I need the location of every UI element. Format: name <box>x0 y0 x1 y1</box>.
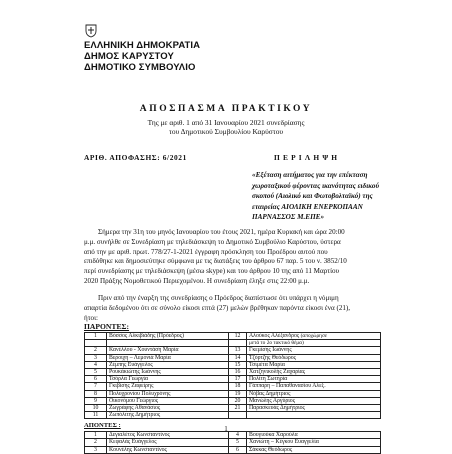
member-number-text: 9 <box>94 397 97 404</box>
member-name-text: Μανώλης Αργύριος <box>249 397 296 404</box>
member-name-text: Γάππαρη – Παπαθανασίου Αλεξ. <box>249 383 326 390</box>
member-name <box>107 397 229 404</box>
member-name <box>247 354 381 361</box>
member-number-text: 16 <box>234 369 241 376</box>
quorum-line: ήτοι: <box>84 313 98 322</box>
member-number-text: 2 <box>94 347 97 354</box>
member-name-text: Γκιβίσης Ζαφείρης <box>109 383 154 390</box>
table-row <box>85 340 381 347</box>
intro-line: περί συνεδρίασης με τηλεδιάσκεψη (μέσω skype) και του άρθρου 10 της από 11 Μαρτίου <box>84 267 340 276</box>
table-row <box>85 376 381 383</box>
summary-label: ΠΕΡΙΛΗΨΗ <box>274 153 341 162</box>
member-name <box>247 347 381 354</box>
intro-line: επιδόθηκε και δημοσιεύτηκε σύμφωνα με τις διατάξεις του άρθρου 67 παρ. 5 του ν. 3852/10 <box>84 257 347 266</box>
member-name <box>247 397 381 404</box>
member-name <box>107 369 229 376</box>
header-municipality: ΔΗΜΟΣ ΚΑΡΥΣΤΟΥ <box>84 51 174 62</box>
member-name <box>107 390 229 397</box>
member-number-text: 4 <box>94 361 97 368</box>
member-number: 6 <box>229 446 247 453</box>
table-row <box>85 361 381 368</box>
member-number <box>229 412 247 419</box>
member-number: 1 <box>85 432 107 439</box>
member-name-text: Τσιμέτα Μαρία <box>249 361 285 368</box>
member-name-text: Βεροιχη – Λεμονιά Μαρία <box>109 354 171 361</box>
decision-number: ΑΡΙΘ. ΑΠΟΦΑΣΗΣ: 6/2021 <box>84 153 187 162</box>
member-number-text: 11 <box>92 412 99 419</box>
member-number <box>229 340 247 347</box>
subtitle-council: του Δημοτικού Συμβουλίου Καρύστου <box>168 127 284 136</box>
member-name-text: Κανέλλου - Χουντάση Μαρία <box>109 347 179 354</box>
intro-line: από την με αριθ. πρωτ. 778/27-1-2021 έγγραφη πρόσκληση του Προέδρου αυτού που <box>84 247 328 256</box>
decision-subject <box>252 170 380 223</box>
member-name <box>247 412 381 419</box>
present-members-table <box>84 332 381 419</box>
subtitle-session: Της με αριθ. 1 από 31 Ιανουαρίου 2021 συνεδρίασης <box>147 118 305 127</box>
member-number-text: 14 <box>234 354 241 361</box>
subject-line: ΠΑΡΝΑΣΣΟΣ Μ.ΕΠΕ» <box>252 213 325 221</box>
table-row <box>85 369 381 376</box>
member-number <box>229 361 247 368</box>
member-name: Κεφαλάς Ευάγγελος <box>107 439 229 446</box>
member-note: μετά το 2ο τακτικό θέμα) <box>249 340 304 347</box>
member-name <box>247 376 381 383</box>
member-name: Σάκκας Θεόδωρος <box>247 446 381 453</box>
member-name-text: Παρασκευάς Δημήτριος <box>249 405 305 412</box>
member-number <box>85 333 107 340</box>
member-number: 4 <box>229 432 247 439</box>
member-number <box>229 369 247 376</box>
member-number <box>229 354 247 361</box>
intro-line: μ.μ. συνήλθε σε Συνεδρίαση με τηλεδιάσκεψη το Δημοτικό Συμβούλιο Καρύστου, ύστερα <box>84 237 341 246</box>
table-row <box>85 347 381 354</box>
subject-line: «Εξέταση αιτήματος για την επέκταση <box>252 171 368 179</box>
member-number <box>85 369 107 376</box>
member-number <box>85 405 107 412</box>
member-name <box>107 354 229 361</box>
member-name-text: Οικονόμου Γεώργιος <box>109 397 159 404</box>
member-name-text: Αλούκος Αλέξανδρος <box>249 333 300 339</box>
table-row <box>85 397 381 404</box>
member-note: (αποχώρησε <box>300 333 328 339</box>
member-number: 5 <box>229 439 247 446</box>
member-name <box>247 361 381 368</box>
member-number-text: 15 <box>234 361 241 368</box>
member-number <box>85 397 107 404</box>
member-name-text: Γκεμίσης Ιωάννης <box>249 347 292 354</box>
table-row <box>85 446 381 453</box>
member-number-text: 18 <box>234 383 241 390</box>
member-number: 2 <box>85 439 107 446</box>
member-name <box>247 390 381 397</box>
absent-members-table <box>84 431 381 454</box>
member-name-text: Ζέμπης Ευάγγελος <box>109 361 153 368</box>
member-number <box>229 397 247 404</box>
table-row <box>85 439 381 446</box>
member-name-text: Πολυχρονίου Πολυχρόνης <box>109 390 171 397</box>
member-number <box>85 347 107 354</box>
member-name: Δεγιαλέτος Κωνσταντίνος <box>107 432 229 439</box>
member-name-text: Χατζηνικολής Ζαχαρίας <box>249 369 306 376</box>
table-row <box>85 432 381 439</box>
member-name: Χανιώτη – Κέγκου Ευαγγελία <box>247 439 381 446</box>
member-number <box>85 390 107 397</box>
member-number <box>85 383 107 390</box>
member-name <box>247 369 381 376</box>
member-number-text: 20 <box>234 397 241 404</box>
table-row <box>85 354 381 361</box>
member-name-text: Νόβας Δημήτριος <box>249 390 291 397</box>
member-name <box>247 340 381 347</box>
member-number <box>85 361 107 368</box>
member-name <box>107 333 229 340</box>
subject-line: σκοπού (Αιολικό και Φωτοβολταϊκό) της <box>252 192 373 200</box>
member-number <box>229 383 247 390</box>
member-number <box>85 412 107 419</box>
member-name <box>247 405 381 412</box>
quorum-line: Πριν από την έναρξη της συνεδρίασης ο Πρόεδρος διαπίστωσε ότι υπάρχει η νόμιμη <box>98 294 339 302</box>
member-number-text: 7 <box>94 383 97 390</box>
member-number-text: 5 <box>94 369 97 376</box>
intro-line: 2020 Πράξης Νομοθετικού Περιεχομένου. Η συνεδρίαση έληξε στις 22:00 μ.μ. <box>84 276 310 285</box>
member-name <box>247 333 381 340</box>
member-name <box>107 412 229 419</box>
member-name-text: Τζόρτζης Θεόδωρος <box>249 354 296 361</box>
member-number-text: 19 <box>234 390 241 397</box>
member-number-text: 13 <box>234 347 241 354</box>
table-row <box>85 405 381 412</box>
header-council: ΔΗΜΟΤΙΚΟ ΣΥΜΒΟΥΛΙΟ <box>84 62 196 73</box>
header-republic: ΕΛΛΗΝΙΚΗ ΔΗΜΟΚΡΑΤΙΑ <box>84 40 201 51</box>
greek-coat-of-arms-icon <box>84 24 98 38</box>
page-number: 1 <box>224 425 228 433</box>
member-number-text: 1 <box>94 333 97 339</box>
table-row <box>85 383 381 390</box>
member-number: 3 <box>85 446 107 453</box>
member-number-text: 10 <box>92 405 99 412</box>
member-number-text: 12 <box>234 333 241 339</box>
member-number <box>85 354 107 361</box>
member-name <box>107 361 229 368</box>
member-number-text: 8 <box>94 390 97 397</box>
member-name-text: Βόσσος Αλκιβιάδης (Πρόεδρος) <box>109 333 184 339</box>
table-row <box>85 412 381 419</box>
document-title: ΑΠΟΣΠΑΣΜΑ ΠΡΑΚΤΙΚΟΥ <box>139 104 313 114</box>
present-heading: ΠΑΡΟΝΤΕΣ: <box>84 322 130 331</box>
intro-line: Σήμερα την 31η του μηνός Ιανουαρίου του έτους 2021, ημέρα Κυριακή και ώρα 20:00 <box>98 228 345 236</box>
member-name: Κουνέλης Κωνσταντίνος <box>107 446 229 453</box>
member-name-text: Ζωγράφης Αθανάσιος <box>109 405 161 412</box>
subject-line: χωροταξικού φέροντας ικανότητας ειδικού <box>252 181 380 190</box>
member-name-text: Ρουκάκιώτης Ιωάννης <box>109 369 161 376</box>
member-name <box>107 405 229 412</box>
member-number <box>85 340 107 347</box>
member-number <box>229 405 247 412</box>
member-name-text: Τσόρλα Γεωργία <box>109 376 149 383</box>
member-number <box>229 390 247 397</box>
member-name <box>107 383 229 390</box>
member-number-text: 6 <box>94 376 97 383</box>
member-number <box>229 376 247 383</box>
table-row <box>85 333 381 340</box>
member-name: Βουγιούκα Χαρούλα <box>247 432 381 439</box>
absent-heading: ΑΠΟΝΤΕΣ : <box>84 422 121 430</box>
table-row <box>85 390 381 397</box>
member-number <box>229 333 247 340</box>
member-number <box>85 376 107 383</box>
member-name <box>107 347 229 354</box>
intro-paragraph <box>84 228 376 287</box>
member-name-text: Πολίτη Σωτηρία <box>249 376 288 383</box>
member-name <box>107 376 229 383</box>
member-name <box>247 383 381 390</box>
quorum-paragraph <box>84 294 376 323</box>
member-number <box>229 347 247 354</box>
member-number-text: 21 <box>234 405 241 412</box>
member-number-text: 17 <box>234 376 241 383</box>
member-name-text: Ζωπόλιτης Δημήτριος <box>109 412 161 419</box>
subject-line: εταιρείας ΑΙΟΛΙΚΗ ΕΝΕΡΚΟΠΑΑΝ <box>252 202 363 211</box>
member-name <box>107 340 229 347</box>
quorum-line: απαρτία δεδομένου ότι σε σύνολο είκοσι επτά (27) μελών βρέθηκαν παρόντα είκοσι ένα (21), <box>84 303 351 312</box>
member-number-text: 3 <box>94 354 97 361</box>
